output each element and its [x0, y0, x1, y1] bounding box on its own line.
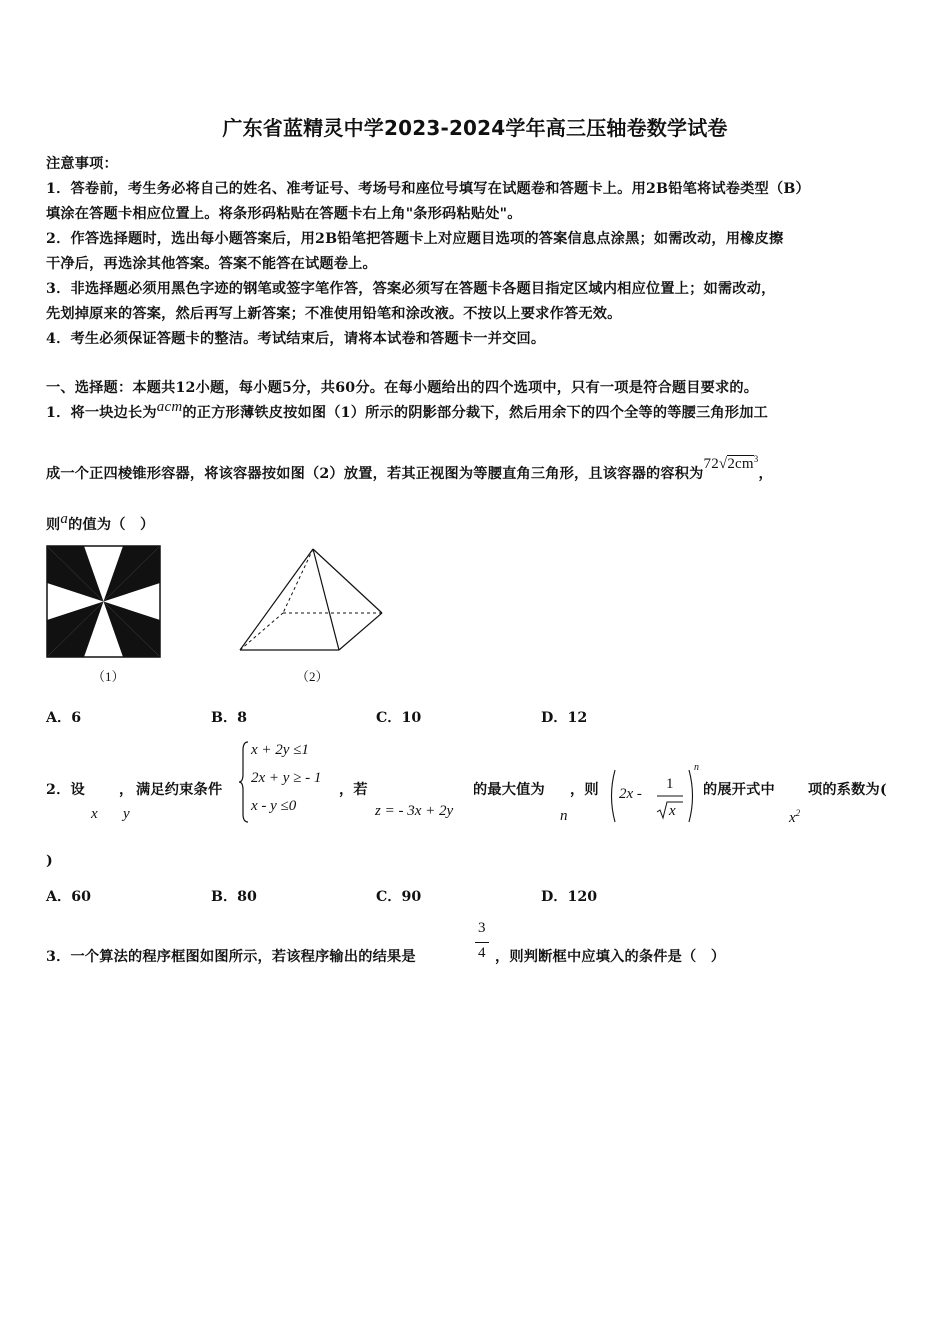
q2-var-n: n	[560, 808, 568, 824]
q1-math-a: a	[60, 511, 69, 527]
constraint-1: x + 2y ≤1	[251, 742, 309, 758]
q2-text-1: 2．设	[46, 782, 85, 798]
notice-heading: 注意事项：	[46, 156, 118, 172]
sqrt-icon: √	[718, 456, 728, 472]
figure-2-pyramid	[236, 545, 386, 653]
notice-line-3: 2．作答选择题时，选出每小题答案后，用2B铅笔把答题卡上对应题目选项的答案信息点涂黑；如需改动，用橡皮擦	[46, 231, 784, 247]
figure-1-square	[46, 545, 162, 659]
q3-frac-num: 3	[478, 920, 486, 936]
section-1-heading: 一、选择题：本题共12小题，每小题5分，共60分。在每小题给出的四个选项中，只有一项是符合题目要求的。	[46, 380, 759, 396]
notice-line-7: 4．考生必须保证答题卡的整洁。考试结束后，请将本试卷和答题卡一并交回。	[46, 331, 546, 347]
figure-1-caption: （1）	[92, 669, 125, 684]
q2-text-5: 的最大值为	[473, 782, 545, 798]
q2-text-9: )	[46, 853, 53, 869]
q1-option-a: A．6	[46, 710, 82, 726]
q1-text-e: 则	[46, 517, 61, 533]
q2-text-2: ，	[119, 782, 134, 798]
q2-text-3: 满足约束条件	[136, 782, 223, 798]
left-brace-icon	[238, 740, 250, 824]
q1-option-d: D．12	[541, 710, 588, 726]
question-1-line-2	[46, 454, 773, 483]
q2-term-exp: 2	[795, 808, 801, 818]
notice-line-5: 3．非选择题必须用黑色字迹的钢笔或签字笔作答，答案必须写在答题卡各题目指定区域内相应位置上；如需改动，	[46, 281, 776, 297]
binomial-expression	[607, 764, 703, 828]
q2-option-c: C．90	[376, 889, 422, 905]
q2-text-7: 的展开式中	[703, 782, 775, 798]
q2-option-b: B．80	[211, 889, 257, 905]
q1-math-volume	[704, 456, 759, 472]
q2-var-x: x	[91, 806, 98, 822]
q1-text-f: 的值为（ ）	[68, 517, 155, 533]
question-1-line-1	[46, 399, 768, 422]
q2-term-x	[789, 808, 800, 827]
fig2-edge-1	[240, 549, 313, 650]
q3-frac-bar	[475, 942, 489, 943]
notice-line-2: 填涂在答题卡相应位置上。将条形码粘贴在答题卡右上角"条形码粘贴处"。	[46, 206, 522, 222]
q3-text-a: 3．一个算法的程序框图如图所示，若该程序输出的结果是	[46, 949, 416, 965]
notice-line-1: 1．答卷前，考生务必将自己的姓名、准考证号、考场号和座位号填写在试题卷和答题卡上。用2B铅笔将试卷类型（B）	[46, 181, 810, 197]
figure-2-caption: （2）	[296, 669, 329, 684]
question-1-line-3	[46, 511, 155, 534]
q2-option-d: D．120	[541, 889, 598, 905]
fig2-base-right	[339, 613, 382, 650]
q2-text-4: ，若	[339, 782, 368, 798]
q1-option-c: C．10	[376, 710, 422, 726]
binom-exponent: n	[694, 762, 699, 773]
q3-fraction	[474, 920, 490, 966]
binom-term-a: 2x -	[619, 786, 642, 802]
q1-volume-radicand: 2cm	[727, 456, 754, 472]
constraint-3: x - y ≤0	[251, 798, 297, 814]
q1-text-b: 的正方形薄铁皮按如图（1）所示的阴影部分裁下，然后用余下的四个全等的等腰三角形加工	[182, 405, 768, 421]
q2-term-base: x	[789, 810, 796, 826]
binom-numerator: 1	[666, 776, 674, 792]
q2-objective: z = - 3x + 2y	[375, 803, 454, 819]
q3-text-b: ，则判断框中应填入的条件是（ ）	[495, 949, 726, 965]
constraint-2: 2x + y ≥ - 1	[251, 770, 322, 786]
q1-volume-exp: 3	[753, 454, 759, 464]
q1-text-a: 1．将一块边长为	[46, 405, 157, 421]
q2-text-6: ，则	[570, 782, 599, 798]
fig2-edge-hidden	[283, 549, 313, 613]
binom-denominator: x	[669, 803, 676, 819]
page-title: 广东省蓝精灵中学2023-2024学年高三压轴卷数学试卷	[222, 116, 728, 140]
q2-option-a: A．60	[46, 889, 91, 905]
notice-line-6: 先划掉原来的答案，然后再写上新答案；不准使用铅笔和涂改液。不按以上要求作答无效。	[46, 306, 622, 322]
q2-text-8: 项的系数为(	[808, 782, 887, 798]
fig2-base-left-hidden	[240, 613, 283, 650]
q1-math-acm: acm	[156, 399, 183, 415]
q3-frac-den: 4	[478, 945, 486, 961]
q1-text-c: 成一个正四棱锥形容器，将该容器按如图（2）放置，若其正视图为等腰直角三角形，且该容器的容积为	[46, 466, 704, 482]
fig2-edge-3	[313, 549, 382, 613]
q1-text-d: ，	[758, 466, 773, 482]
notice-line-4: 干净后，再选涂其他答案。答案不能答在试题卷上。	[46, 256, 377, 272]
q1-option-b: B．8	[211, 710, 248, 726]
q1-volume-coef: 72	[703, 456, 719, 472]
fig2-edge-2	[313, 549, 339, 650]
q2-var-y: y	[123, 806, 130, 822]
